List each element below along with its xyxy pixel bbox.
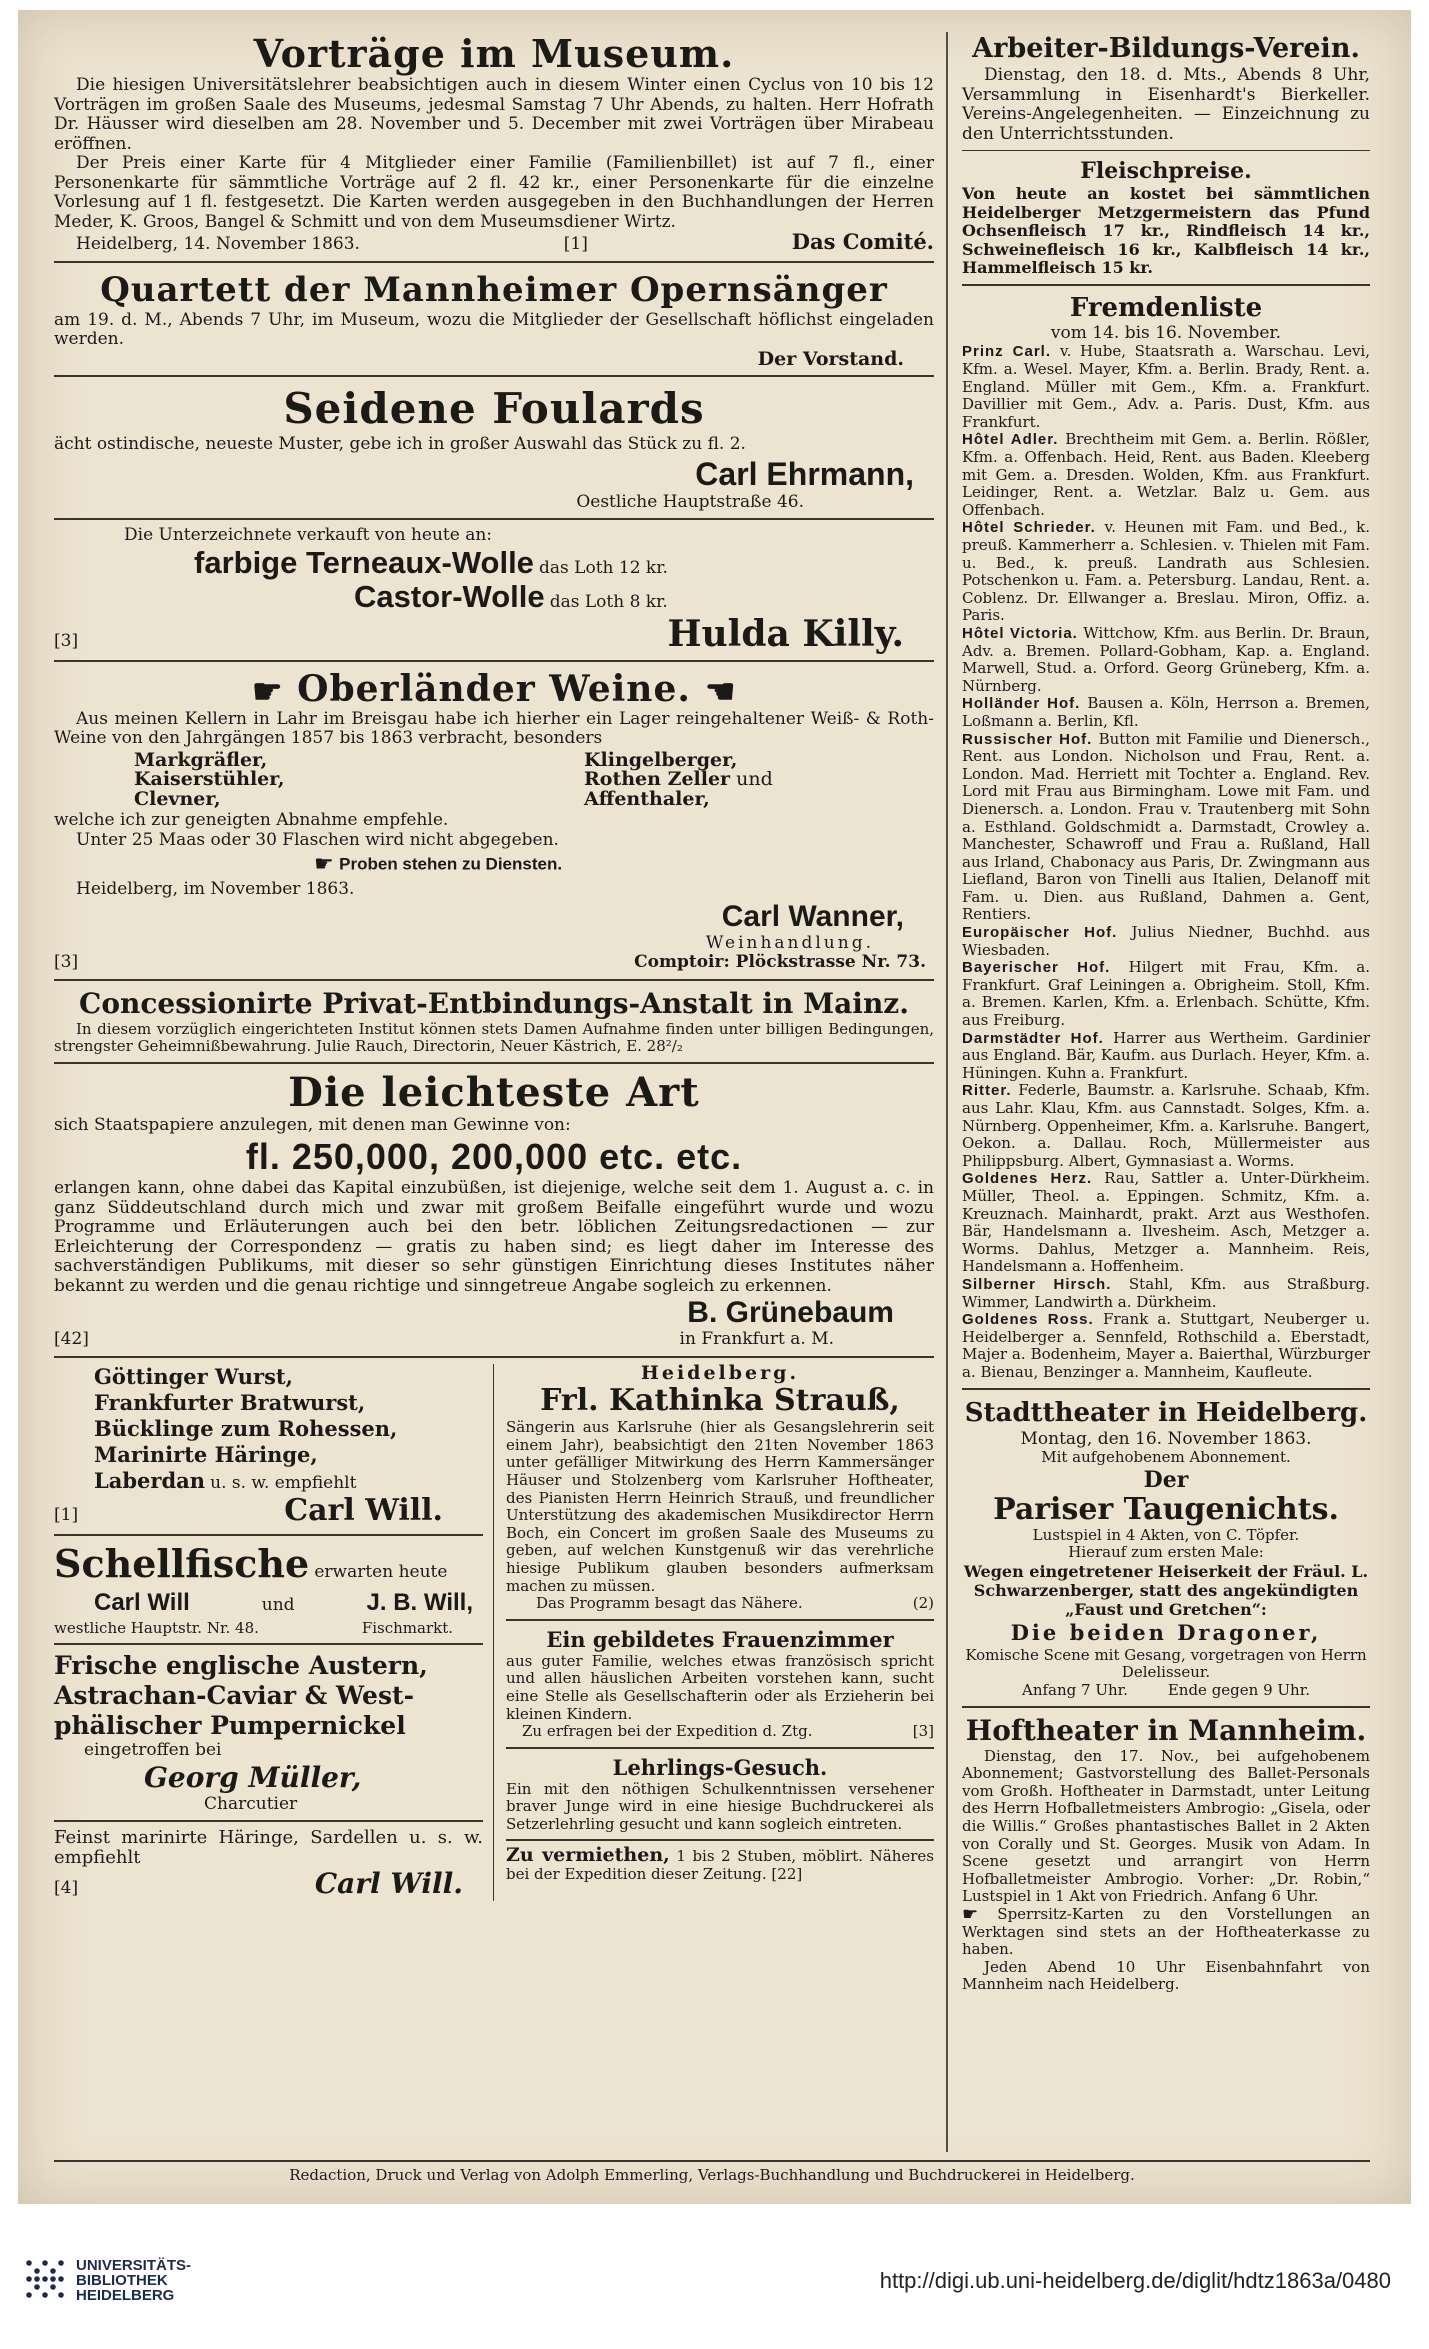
- fremden-guests: Julius Niedner, Buchhd. aus Wiesbaden.: [962, 923, 1370, 959]
- fremden-hotel-name: Silberner Hirsch.: [962, 1275, 1129, 1293]
- frauenzimmer-ask: Zu erfragen bei der Expedition d. Ztg.: [522, 1722, 813, 1741]
- ad-oberlaender-weine: [54, 668, 934, 973]
- schell-merchant-1: Carl Will: [94, 1588, 190, 1616]
- logo-dot: [26, 2292, 32, 2298]
- fremden-entry: [962, 924, 1370, 959]
- schell-address-2: Fischmarkt.: [361, 1618, 453, 1637]
- divider: [506, 1839, 934, 1841]
- fremden-guests: v. Hube, Staatsrath a. Warschau. Levi, Kfm. a. Wesel. Mayer, Kfm. a. Berlin. Brady, Rent. a. England. Müller mit Gem., Kfm. a. Frankfurt. Davillier mit Gem., Adv. a. Paris. Dust, Kfm. aus Frankfurt.: [962, 342, 1370, 431]
- weine-paragraph-2: welche ich zur geneigten Abnahme empfehle.: [54, 810, 449, 830]
- austern-line-2: Astrachan-Caviar & West-: [54, 1681, 414, 1711]
- logo-dot: [50, 2276, 56, 2282]
- logo-line-2: BIBLIOTHEK: [76, 2272, 168, 2289]
- hoftheater-sperrsitz: Sperrsitz-Karten zu den Vorstellungen an Werktagen sind stets an der Hoftheaterkasse zu haben.: [962, 1904, 1370, 1959]
- wurst-number: [1]: [54, 1504, 79, 1525]
- fremden-guests: Hilgert mit Frau, Kfm. a. Frankfurt. Graf Leiningen a. Obrigheim. Stoll, Kfm. a. Bremen. Karlen, Kfm. a. Erlenbach. Schütte, Kfm. aus Freiburg.: [962, 958, 1370, 1030]
- stadttheater-then: Hierauf zum ersten Male:: [1068, 1543, 1264, 1562]
- lehrling-text: Ein mit den nöthigen Schulkenntnissen versehener braver Junge wird in eine hiesige Buchdruckerei als Setzerlehrling gesucht und kann sogleich eintreten.: [506, 1779, 934, 1833]
- vermiethen-text: 1 bis 2 Stuben, möblirt. Näheres bei der Expedition dieser Zeitung.: [506, 1847, 934, 1884]
- divider: [54, 375, 934, 377]
- fremden-entries: [962, 343, 1370, 1381]
- foulards-merchant-name: Carl Ehrmann,: [695, 455, 914, 492]
- source-url-link[interactable]: http://digi.ub.uni-heidelberg.de/diglit/hdtz1863a/0480: [879, 2268, 1391, 2293]
- ad-lehrling: [506, 1755, 934, 1834]
- wine-clevner: Clevner,: [134, 787, 221, 810]
- fremden-entry: [962, 1030, 1370, 1083]
- verein-title: Arbeiter-Bildungs-Verein.: [972, 33, 1360, 64]
- foulards-title: Seidene Foulards: [283, 384, 705, 433]
- fremden-entry: [962, 731, 1370, 925]
- weine-title: Oberländer Weine.: [297, 667, 691, 710]
- fremdenliste: [962, 292, 1370, 1382]
- column-divider: [946, 32, 948, 2152]
- fremden-guests: v. Heunen mit Fam. und Bed., k. preuß. Kammerherr a. Schlesien. v. Thielen mit Fam. u. Bed., k. preuß. Landrath aus Schlesien. Potschenkon u. Fam. a. Petersburg. Landau, Rent. a. Coblenz. Dr. Ellwanger a. Breslau. Miron, Offiz. a. Paris.: [962, 518, 1370, 625]
- notice-fleischpreise: [962, 157, 1370, 278]
- ad-museum-lectures: [54, 32, 934, 255]
- fremden-hotel-name: Goldenes Ross.: [962, 1311, 1104, 1329]
- fleisch-text: Von heute an kostet bei sämmtlichen Heidelberger Metzgermeistern das Pfund Ochsenfleisch 17 kr., Rindfleisch 14 kr., Schweinefleisch 16 kr., Kalbfleisch 14 kr., Hammelfleisch 15 kr.: [962, 184, 1370, 278]
- wine-rothen-zeller: Rothen Zeller: [584, 768, 731, 790]
- divider: [962, 1388, 1370, 1390]
- wolle-item-2: Castor-Wolle: [354, 578, 545, 614]
- verein-text: Dienstag, den 18. d. Mts., Abends 8 Uhr, Versammlung in Eisenhardt's Bierkeller. Vereins-Angelegenheiten. — Einzeichnung zu den Unterrichtsstunden.: [962, 65, 1370, 144]
- weine-date: Heidelberg, im November 1863.: [76, 879, 355, 899]
- wurst-line-1: Göttinger Wurst,: [94, 1363, 293, 1389]
- hoftheater-text: Dienstag, den 17. Nov., bei aufgehobenem Abonnement; Gastvorstellung des Ballet-Personals vom Großh. Hoftheater in Darmstadt, unter Leitung des Herrn Hofballetmeisters Ambrogio: „Gisela, oder die Willis.“ Großes phantastisches Ballet in 2 Akten von Corally und St. Georges. Musik von Adam. In Scene gesetzt und arrangirt von Herrn Hofballetmeister Ambrogio. Vorher: „Dr. Robin,“ Lustspiel in 1 Akt von Friedrich. Anfang 6 Uhr.: [962, 1746, 1370, 1906]
- haeringe-signature: Carl Will.: [314, 1867, 463, 1901]
- fremden-title: Fremdenliste: [1069, 292, 1263, 323]
- austern-line-4: eingetroffen bei: [84, 1740, 222, 1761]
- quartett-text: am 19. d. M., Abends 7 Uhr, im Museum, wozu die Mitglieder der Gesellschaft höflichst eingeladen werden.: [54, 309, 934, 349]
- ad-stadttheater: [962, 1396, 1370, 1700]
- haeringe-number: [4]: [54, 1878, 79, 1899]
- left-column: [54, 32, 934, 1901]
- frauenzimmer-number: [3]: [912, 1722, 934, 1741]
- fremden-hotel-name: Europäischer Hof.: [962, 924, 1132, 942]
- concert-place: Heidelberg.: [640, 1361, 800, 1384]
- pointing-hand-icon: ☛: [252, 671, 284, 712]
- stadttheater-play-description: Lustspiel in 4 Akten, von C. Töpfer.: [1032, 1525, 1300, 1544]
- library-logo-text: [76, 2258, 191, 2303]
- wine-markgraefler: Markgräfler,: [134, 748, 268, 771]
- divider: [54, 1356, 934, 1358]
- schell-und: und: [261, 1594, 295, 1615]
- fremden-hotel-name: Bayerischer Hof.: [962, 959, 1129, 977]
- stadttheater-play-title: Pariser Taugenichts.: [993, 1491, 1339, 1527]
- ad-foulards: [54, 383, 934, 512]
- wine-affenthaler: Affenthaler,: [584, 787, 710, 810]
- stadttheater-notice: Wegen eingetretener Heiserkeit der Fräul. L. Schwarzenberger, statt des angekündigten „Faust und Gretchen“:: [963, 1561, 1369, 1619]
- anstalt-text: In diesem vorzüglich eingerichteten Institut können stets Damen Aufnahme finden unter billigen Bedingungen, strengster Geheimnißbewahrung. Julie Rauch, Directorin, Neuer Kästrich, E. 28²/₂: [54, 1019, 934, 1056]
- divider: [962, 284, 1370, 286]
- wurst-line-5: Laberdan: [94, 1467, 206, 1493]
- ad-quartett: [54, 269, 934, 370]
- quartett-signature: Der Vorstand.: [757, 347, 904, 370]
- ad-austern: [54, 1651, 483, 1814]
- fremden-hotel-name: Holländer Hof.: [962, 695, 1088, 713]
- newspaper-page: [18, 10, 1411, 2204]
- ad-staatspapiere: [54, 1070, 934, 1350]
- frauenzimmer-text: aus guter Familie, welches etwas französisch spricht und allen häuslichen Arbeiten vorstehen kann, sucht eine Stelle als Gesellschafterin oder als Erzieherin bei kleinen Kindern.: [506, 1651, 934, 1723]
- fremden-hotel-name: Hôtel Adler.: [962, 431, 1066, 449]
- logo-dot: [26, 2276, 32, 2282]
- weine-merchant-name: Carl Wanner,: [721, 899, 904, 933]
- wine-klingelberger: Klingelberger,: [584, 748, 738, 771]
- weine-office: Comptoir: Plöckstrasse Nr. 73.: [634, 952, 926, 972]
- museum-number: [1]: [563, 234, 588, 254]
- schell-address-1: westliche Hauptstr. Nr. 48.: [54, 1618, 259, 1637]
- art-merchant-name: B. Grünebaum: [687, 1296, 894, 1330]
- ad-entbindungs-anstalt: [54, 987, 934, 1056]
- ad-frauenzimmer: [506, 1627, 934, 1741]
- fremden-subtitle: vom 14. bis 16. November.: [1050, 322, 1282, 343]
- schell-merchant-2: J. B. Will,: [366, 1588, 473, 1616]
- stadttheater-play2-description: Komische Scene mit Gesang, vorgetragen von Herrn Delelisseur.: [965, 1645, 1367, 1682]
- fremden-entry: [962, 431, 1370, 519]
- divider: [962, 1706, 1370, 1708]
- wolle-number: [3]: [54, 630, 79, 651]
- fremden-guests: Federle, Baumstr. a. Karlsruhe. Schaab, Kfm. aus Lahr. Klau, Kfm. aus Cannstadt. Solges, Kfm. a. Nürnberg. Oppenheimer, Kfm. a. Karlsruhe. Bangert, Oekon. a. Dallau. Roch, Müllermeister aus Philippsburg. Albert, Gymnasiast a. Worms.: [962, 1081, 1370, 1170]
- ad-concert: [506, 1361, 934, 1613]
- weine-merchant-subtitle: Weinhandlung.: [705, 932, 874, 953]
- fremden-guests: Wittchow, Kfm. aus Berlin. Dr. Braun, Adv. a. Bremen. Pollard-Gobham, Kap. a. England. Marwell, Stud. a. Orford. Georg Grüneberg, Kfm. a. Nürnberg.: [962, 623, 1370, 695]
- fremden-entry: [962, 625, 1370, 695]
- weine-paragraph-1: Aus meinen Kellern in Lahr im Breisgau habe ich hierher ein Lager reingehaltener Weiß- & Roth-Weine von den Jahrgängen 1857 bis 1863 verbracht, besonders: [54, 708, 934, 748]
- weine-proben: Proben stehen zu Diensten.: [339, 854, 563, 874]
- foulards-address: Oestliche Hauptstraße 46.: [576, 491, 804, 512]
- wurst-signature: Carl Will.: [284, 1492, 443, 1528]
- ad-vermiethen: [506, 1844, 934, 1884]
- fremden-hotel-name: Darmstädter Hof.: [962, 1029, 1114, 1047]
- hoftheater-train: Jeden Abend 10 Uhr Eisenbahnfahrt von Mannheim nach Heidelberg.: [962, 1957, 1370, 1994]
- fremden-entry: [962, 1082, 1370, 1170]
- stadttheater-abonnement: Mit aufgehobenem Abonnement.: [1041, 1448, 1291, 1466]
- stadttheater-title: Stadttheater in Heidelberg.: [964, 1397, 1368, 1428]
- fremden-entry: [962, 343, 1370, 431]
- divider: [962, 150, 1370, 151]
- fremden-entry: [962, 1170, 1370, 1276]
- fremden-hotel-name: Ritter.: [962, 1082, 1019, 1100]
- ad-schellfische: [54, 1542, 483, 1638]
- wolle-price-1: das Loth 12 kr.: [539, 557, 668, 578]
- concert-programme: Das Programm besagt das Nähere.: [536, 1594, 803, 1613]
- stadttheater-end: Ende gegen 9 Uhr.: [1167, 1680, 1310, 1699]
- digitization-footer: [0, 2204, 1429, 2349]
- wolle-item-1: farbige Terneaux-Wolle: [194, 544, 534, 580]
- quartett-title: Quartett der Mannheimer Opernsänger: [100, 269, 888, 310]
- divider: [54, 979, 934, 981]
- divider: [506, 1619, 934, 1621]
- fremden-hotel-name: Russischer Hof.: [962, 730, 1099, 748]
- fremden-guests: Brechtheim mit Gem. a. Berlin. Rößler, Kfm. a. Offenbach. Heid, Rent. aus Baden. Kleeberg mit Gem. a. Dresden. Wolden, Kfm. aus Frankfurt. Leidinger, Rent. a. Wetzlar. Balz u. Gem. aus Offenbach.: [962, 430, 1370, 519]
- pointing-hand-icon: ☛: [962, 1903, 979, 1925]
- museum-date: Heidelberg, 14. November 1863.: [76, 234, 360, 254]
- fremden-guests: Harrer aus Wertheim. Gardinier aus England. Bär, Kaufm. aus Durlach. Heyer, Kfm. a. Hüningen. Kuhn a. Frankfurt.: [962, 1028, 1371, 1082]
- fremden-entry: [962, 959, 1370, 1029]
- wolle-intro: Die Unterzeichnete verkauft von heute an:: [124, 525, 493, 545]
- museum-title: Vorträge im Museum.: [253, 31, 735, 76]
- wolle-signature: Hulda Killy.: [667, 612, 904, 655]
- ad-wurst: [54, 1364, 483, 1528]
- stadttheater-play2-title: Die beiden Dragoner,: [1010, 1619, 1322, 1645]
- schell-tail: erwarten heute: [314, 1561, 448, 1582]
- ad-wolle: [54, 526, 934, 654]
- fremden-guests: Bausen a. Köln, Herrson a. Bremen, Loßmann a. Berlin, Kfl.: [962, 694, 1370, 730]
- fremden-entry: [962, 695, 1370, 730]
- museum-signature: Das Comité.: [791, 229, 934, 254]
- logo-dot: [34, 2284, 40, 2290]
- austern-merchant-subtitle: Charcutier: [204, 1793, 298, 1814]
- logo-dot: [42, 2276, 48, 2282]
- concert-number: (2): [912, 1594, 934, 1613]
- divider: [54, 1062, 934, 1064]
- divider: [54, 660, 934, 662]
- stadttheater-der: Der: [1143, 1466, 1189, 1493]
- logo-dot: [34, 2268, 40, 2274]
- museum-paragraph-2: Der Preis einer Karte für 4 Mitglieder einer Familie (Familienbillet) ist auf 7 fl., einer Personenkarte für sämmtliche Vorträge auf 2 fl. 42 kr., einer Personenkarte für die einzelne Vorlesung auf 1 fl. festgesetzt. Die Karten werden ausgegeben in den Buchhandlungen der Herren Meder, K. Groos, Bangel & Schmitt und von dem Museumsdiener Wirtz.: [54, 153, 934, 232]
- fremden-entry: [962, 519, 1370, 625]
- fremden-entry: [962, 1311, 1370, 1381]
- logo-line-1: UNIVERSITÄTS-: [76, 2257, 192, 2274]
- logo-dot: [26, 2260, 32, 2266]
- wurst-empfiehlt: u. s. w. empfiehlt: [210, 1472, 357, 1493]
- fremden-guests: Button mit Familie und Dienersch., Rent. aus London. Nicholson und Frau, Rent. a. London. Mad. Herriett mit Tochter a. England. Rev. Lord mit Frau aus Birmingham. Lowe mit Fam. und Dienersch. a. London. Frau v. Trautenberg mit Sohn a. Esthland. Goldschmidt a. Darmstadt, Crowley a. Manchester, Schawroff und Frau a. Rußland, Hall aus Irland, Chabonacy aus Paris, Dr. Zwingmann aus Liefland, Baron von Tinelli aus Italien, Delanoff mit Fam. u. Dien. aus Rußland, Dahmen a. Gent, Rentiers.: [962, 729, 1370, 924]
- logo-dot: [50, 2268, 56, 2274]
- stadttheater-date: Montag, den 16. November 1863.: [1020, 1428, 1312, 1449]
- austern-line-3: phälischer Pumpernickel: [54, 1711, 406, 1741]
- fremden-hotel-name: Hôtel Victoria.: [962, 624, 1084, 642]
- foulards-text: ächt ostindische, neueste Muster, gebe ich in großer Auswahl das Stück zu fl. 2.: [54, 434, 746, 454]
- fremden-guests: Rau, Sattler a. Unter-Dürkheim. Müller, Theol. a. Eppingen. Schmitz, Kfm. a. Kreuznach. Mainhardt, prakt. Arzt aus Westhofen. Bär, Handelsmann a. Ilvesheim. Asch, Metzger a. Worms. Dahlus, Metzger a. Mannheim. Reis, Handelsmann a. Hoffenheim.: [962, 1169, 1370, 1276]
- stadttheater-start: Anfang 7 Uhr.: [1022, 1680, 1128, 1699]
- weine-paragraph-3: Unter 25 Maas oder 30 Flaschen wird nicht abgegeben.: [76, 829, 559, 850]
- concert-text: Sängerin aus Karlsruhe (hier als Gesangslehrerin seit einem Jahr), beabsichtigt den 21ten November 1863 unter gefälliger Mitwirkung des Herrn Kammersänger Häuser und Stolzenberg vom Karlsruher Hoftheater, des Pianisten Herrn Heinrich Strauß, und freundlicher Unterstützung des akademischen Musikdirector Herrn Boch, ein Concert im großen Saale des Museums zu geben, auf welchen Kunstgenuß wir das verehrliche hiesige Publikum glauben besonders aufmerksam machen zu müssen.: [506, 1418, 934, 1595]
- art-intro: sich Staatspapiere anzulegen, mit denen man Gewinne von:: [54, 1114, 571, 1135]
- fremden-hotel-name: Prinz Carl.: [962, 343, 1060, 361]
- logo-dot: [50, 2284, 56, 2290]
- vermiethen-title: Zu vermiethen,: [506, 1844, 670, 1867]
- austern-merchant-name: Georg Müller,: [144, 1760, 362, 1794]
- logo-dot: [42, 2292, 48, 2298]
- pointing-hand-icon: ☛: [704, 671, 736, 712]
- haeringe-text: Feinst marinirte Häringe, Sardellen u. s. w. empfiehlt: [54, 1827, 483, 1868]
- pointing-hand-icon: ☛: [314, 852, 334, 877]
- lehrling-title: Lehrlings-Gesuch.: [612, 1754, 828, 1780]
- fremden-hotel-name: Hôtel Schrieder.: [962, 519, 1105, 537]
- right-column: [962, 32, 1370, 1994]
- art-title: Die leichteste Art: [288, 1068, 700, 1116]
- divider: [54, 1643, 483, 1645]
- frauenzimmer-title: Ein gebildetes Frauenzimmer: [546, 1626, 894, 1652]
- fremden-guests: Frank a. Stuttgart, Neuberger u. Heidelberger a. Sennfeld, Rothschild a. Eberstadt, Majer a. Bodenheim, Mayer a. Baierthal, Würzburger a. Bienau, Benzinger a. Mannheim, Kaufleute.: [962, 1310, 1370, 1381]
- wolle-price-2: das Loth 8 kr.: [549, 591, 668, 612]
- fremden-guests: Stahl, Kfm. aus Straßburg. Wimmer, Landwirth a. Dürkheim.: [962, 1274, 1370, 1311]
- ad-arbeiter-bildungs-verein: [962, 32, 1370, 144]
- logo-dot: [58, 2292, 64, 2298]
- wurst-line-2: Frankfurter Bratwurst,: [94, 1389, 366, 1415]
- austern-line-1: Frische englische Austern,: [54, 1651, 428, 1681]
- hoftheater-title: Hoftheater in Mannheim.: [965, 1713, 1367, 1747]
- divider: [54, 518, 934, 520]
- fremden-entry: [962, 1276, 1370, 1311]
- fleisch-title: Fleischpreise.: [1080, 158, 1252, 184]
- ad-hoftheater: [962, 1714, 1370, 1994]
- wine-and: und: [736, 768, 773, 790]
- logo-dot: [42, 2260, 48, 2266]
- art-number: [42]: [54, 1329, 89, 1350]
- logo-dot: [34, 2276, 40, 2282]
- art-amount: fl. 250,000, 200,000 etc. etc.: [245, 1136, 743, 1178]
- museum-paragraph-1: Die hiesigen Universitätslehrer beabsichtigen auch in diesem Winter einen Cyclus von 10 bis 12 Vorträgen im großen Saale des Museums, jedesmal Samstag 7 Uhr Abends, zu halten. Herr Hofrath Dr. Häusser wird dieselben am 28. November und 5. December mit zwei Vorträgen über Mirabeau eröffnen.: [54, 75, 934, 154]
- vermiethen-number: [22]: [771, 1865, 803, 1884]
- wurst-line-3: Bücklinge zum Rohessen,: [94, 1415, 398, 1441]
- wurst-line-4: Marinirte Häringe,: [94, 1441, 318, 1467]
- art-place: in Frankfurt a. M.: [679, 1329, 834, 1350]
- anstalt-title: Concessionirte Privat-Entbindungs-Anstalt in Mainz.: [79, 986, 909, 1020]
- fremden-hotel-name: Goldenes Herz.: [962, 1170, 1105, 1188]
- weine-number: [3]: [54, 952, 79, 972]
- logo-dot: [58, 2276, 64, 2282]
- concert-singer-name: Frl. Kathinka Strauß,: [540, 1383, 900, 1419]
- wine-kaiserstuehler: Kaiserstühler,: [134, 768, 285, 790]
- art-text: erlangen kann, ohne dabei das Kapital einzubüßen, ist diejenige, welche seit dem 1. August a. c. in ganz Süddeutschland durch mich und zwar mit großem Beifalle eingeführt wurde und wozu Programme und Erläuterungen auch bei den betr. löblichen Zeitungsredactionen — zur Erleichterung der Correspondenz — gratis zu haben sind; es liegt daher im Interesse des sachverständigen Publikums, mit dieser so sehr günstigen Einrichtung dieses Institutes näher bekannt zu werden und die genau richtige und sinngetreue Angabe sogleich zu erkennen.: [54, 1178, 934, 1296]
- divider: [54, 261, 934, 263]
- divider: [54, 1534, 483, 1536]
- ad-haeringe: [54, 1828, 483, 1901]
- logo-line-3: HEIDELBERG: [76, 2287, 175, 2304]
- logo-dot: [58, 2260, 64, 2266]
- divider: [54, 1820, 483, 1822]
- imprint: Redaction, Druck und Verlag von Adolph Emmerling, Verlags-Buchhandlung und Buchdruckerei in Heidelberg.: [54, 2160, 1370, 2186]
- divider: [506, 1747, 934, 1749]
- university-library-logo-icon: [24, 2258, 66, 2300]
- schell-title: Schellfische: [54, 1540, 310, 1586]
